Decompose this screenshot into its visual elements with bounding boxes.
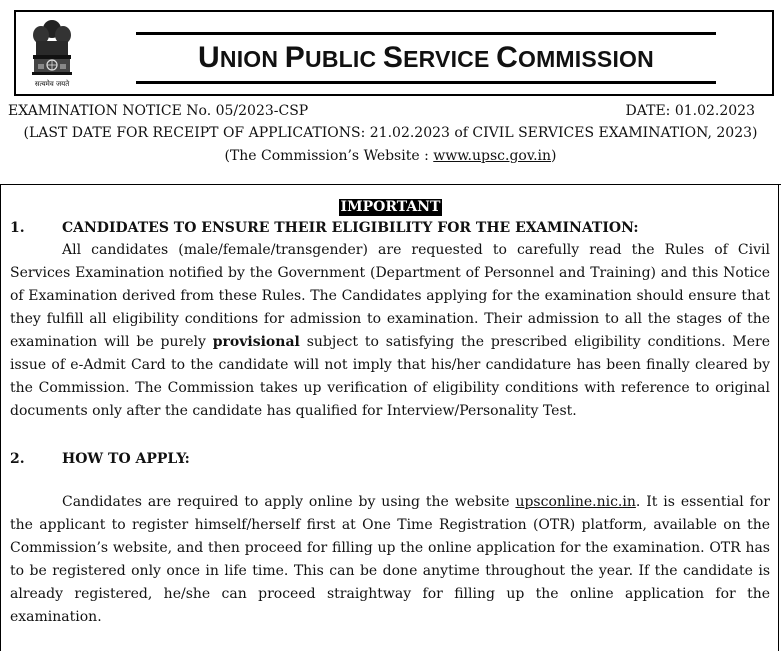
section-2-paragraph: Candidates are required to apply online by using the website upsconline.nic.in. It is essential for the applicant to register himself/herself first at One Time Registration (OTR) platform, available on the Commission’s website, and then proceed for filling up the online application for the examination. OTR has to be registered only once in life time. This can be done anytime throughout the year. If the candidate is already registered, he/she can proceed straightway for filling up the online application for the examination. xyxy=(10,494,770,625)
right-border xyxy=(778,184,779,651)
section-1-paragraph: All candidates (male/female/transgender) are requested to carefully read the Rules of Civil Services Examination notified by the Government (Department of Personnel and Training) and this Notice of Examination derived from these Rules. The Candidates applying for the examination should ensure that they fulfill all eligibility conditions for admission to examination. Their admission to all the stages of the examination will be purely provisional subject to satisfying the prescribed eligibility conditions. Mere issue of e-Admit Card to the candidate will not imply that his/her candidature has been finally cleared by the Commission. The Commission takes up verification of eligibility conditions with reference to original documents only after the candidate has qualified for Interview/Personality Test. xyxy=(10,242,771,419)
section-1-number: 1. xyxy=(10,220,25,236)
emblem-caption: सत्यमेव जयते xyxy=(34,80,70,88)
important-label: IMPORTANT xyxy=(340,199,441,215)
section-2-title: HOW TO APPLY: xyxy=(62,451,190,467)
banner-title-frame xyxy=(136,32,716,84)
header-divider xyxy=(0,184,781,185)
section-1-heading xyxy=(10,220,639,236)
notice-date: DATE: 01.02.2023 xyxy=(625,103,755,119)
section-2-heading xyxy=(10,451,190,467)
section-2-number: 2. xyxy=(10,451,25,467)
left-border xyxy=(0,184,1,651)
section-1-title: CANDIDATES TO ENSURE THEIR ELIGIBILITY FOR THE EXAMINATION: xyxy=(62,220,639,236)
provisional-emphasis: provisional xyxy=(212,334,300,350)
national-emblem-icon xyxy=(24,15,80,93)
notice-number: EXAMINATION NOTICE No. 05/2023-CSP xyxy=(8,103,309,119)
website-link[interactable]: www.upsc.gov.in xyxy=(433,148,552,164)
last-date-line: (LAST DATE FOR RECEIPT OF APPLICATIONS: 21.02.2023 of CIVIL SERVICES EXAMINATION, 2023) xyxy=(23,125,758,141)
website-line: (The Commission’s Website : www.upsc.gov.in) xyxy=(224,148,557,164)
upsc-banner xyxy=(14,10,774,96)
apply-online-link[interactable]: upsconline.nic.in xyxy=(515,494,636,510)
important-heading-wrap xyxy=(0,196,781,216)
commission-title: UNION PUBLIC SERVICE COMMISSION xyxy=(198,41,654,74)
